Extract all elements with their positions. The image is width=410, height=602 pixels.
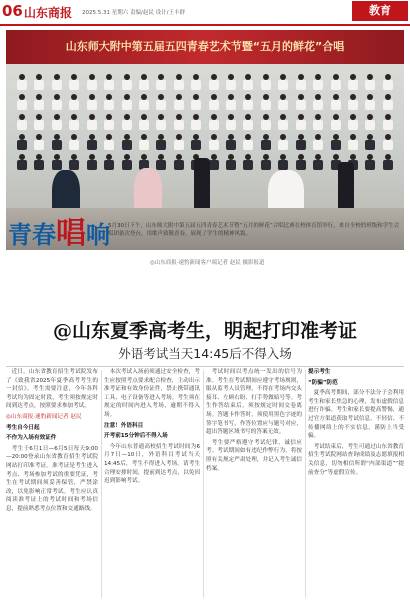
choir-row-2 [16, 94, 394, 110]
body-paragraph: 今年山东普通高校招生考试时间为6月7日—10日，外语科目考试当天14:45后，考生不得进入考场。请考生合理安排时间，提前到达考点，以免因迟到影响考试。 [104, 443, 200, 485]
section-label: 教育 [352, 1, 408, 21]
column-divider [203, 370, 204, 598]
body-paragraph: 本次考试入场前须通过安全检查，考生应按照考点要求配合检查，主动出示准考证和有效身份证件，禁止携带通讯工具、电子设备等进入考场。考生须在规定的时间内进入考场，逾期不得入场。 [104, 369, 200, 418]
article-column-2 [104, 368, 200, 488]
subhead-4a: 提示考生 [308, 369, 331, 375]
photo-title-word: 青春 [8, 220, 56, 249]
stage-banner: 山东师大附中第五届五四青春艺术节暨“五月的鲜花”合唱 [6, 30, 404, 64]
column-divider [101, 370, 102, 598]
article-column-3 [206, 368, 302, 475]
choir-row-1 [16, 74, 394, 90]
choir-row-4 [16, 134, 394, 150]
article-subheadline: 外语考试当天14:45后不得入场 [118, 346, 292, 361]
body-paragraph: 夏季高考期间，部分不法分子会利用考生和家长焦急的心理，发布虚假信息进行诈骗。考生和家长要提高警惕，通过官方渠道获取考试信息，不轻信、不传播网络上的不实信息，谨防上当受骗。 [308, 390, 404, 440]
photo-title-accent: 唱 [56, 216, 86, 251]
article-headline: @山东夏季高考生，明起打印准考证 [52, 320, 357, 342]
choir-row-3 [16, 114, 394, 130]
body-paragraph: 考试结束后，考生可通过山东省教育招生考试院网站查询成绩及志愿填报相关信息，切勿相信所谓“内部渠道”“提前查分”等虚假宣传。 [308, 443, 404, 476]
article-column-1 [6, 368, 98, 516]
column-divider [305, 370, 306, 598]
photo-title-end: 响 [86, 220, 110, 249]
lead-paragraph: 近日，山东省教育招生考试院发布了《致我省2025年夏季高考考生的一封信》，考生需要注意，今年各科考试均为固定时段，考生须按规定时间到达考点，按照要求参加考试。 [6, 369, 98, 410]
body-paragraph: 考生要严格遵守考试纪律，诚信应考。考试期间如有违纪作弊行为，将按照有关规定严肃处理，并记入考生诚信档案。 [206, 439, 302, 472]
issue-meta: 2025.5.31 星期六 责编/赵民 设计/王丰群 [82, 10, 185, 16]
photo-title [8, 208, 110, 252]
reporter-byline: ◎山东商报·速豹新闻记者 赵民 [6, 413, 82, 420]
body-paragraph: 考试时间以考点统一发出的信号为准。考生在考试期间应遵守考场规则，服从监考人员管理，不得在考场内交头接耳、左顾右盼、打手势做暗号等。考生作答结束后，须按规定时间交卷离场。答题卡作答时，须使用黑色字迹的签字笔书写，作答位置应与题号对应，超出答题区域书写的答案无效。 [206, 369, 302, 436]
subhead-2b: 开考前15分钟后不得入场 [104, 433, 168, 440]
body-paragraph: 考生于6月1日—6月5日每天9:00—20:00登录山东省教育招生考试院网站打印准考证。准考证是考生进入考点、考场参加考试的重要凭证，考生在考试期间须妥善保管，严禁涂改，以免影响正常考试。考生应认真阅读准考证上的考试时间和考场信息，提前熟悉考点位置和交通路线。 [6, 445, 98, 512]
photo-credit: ◎山东商报·速豹新闻客户端记者 赵民 摄影报道 [150, 260, 265, 266]
subhead-1b: 不作为入场有效证件 [6, 435, 57, 442]
page-number: 06 [2, 2, 23, 20]
subhead-1a: 考生自今日起 [6, 424, 40, 431]
article-column-4 [308, 368, 404, 479]
subhead-4b: “防骗”防范 [308, 379, 338, 386]
subhead-2a: 注意！外语科目 [104, 422, 144, 429]
photo-caption: 5月30日下午，山东师大附中第五届五四青春艺术节暨“五月的鲜花”合唱比赛在校体育馆举行，来自全校的班级和学生合唱团依次登台，用歌声致敬青春，展现了学生的精神风貌。 [108, 223, 400, 237]
divider [6, 366, 404, 367]
newspaper-name: 山东商报 [24, 6, 73, 20]
